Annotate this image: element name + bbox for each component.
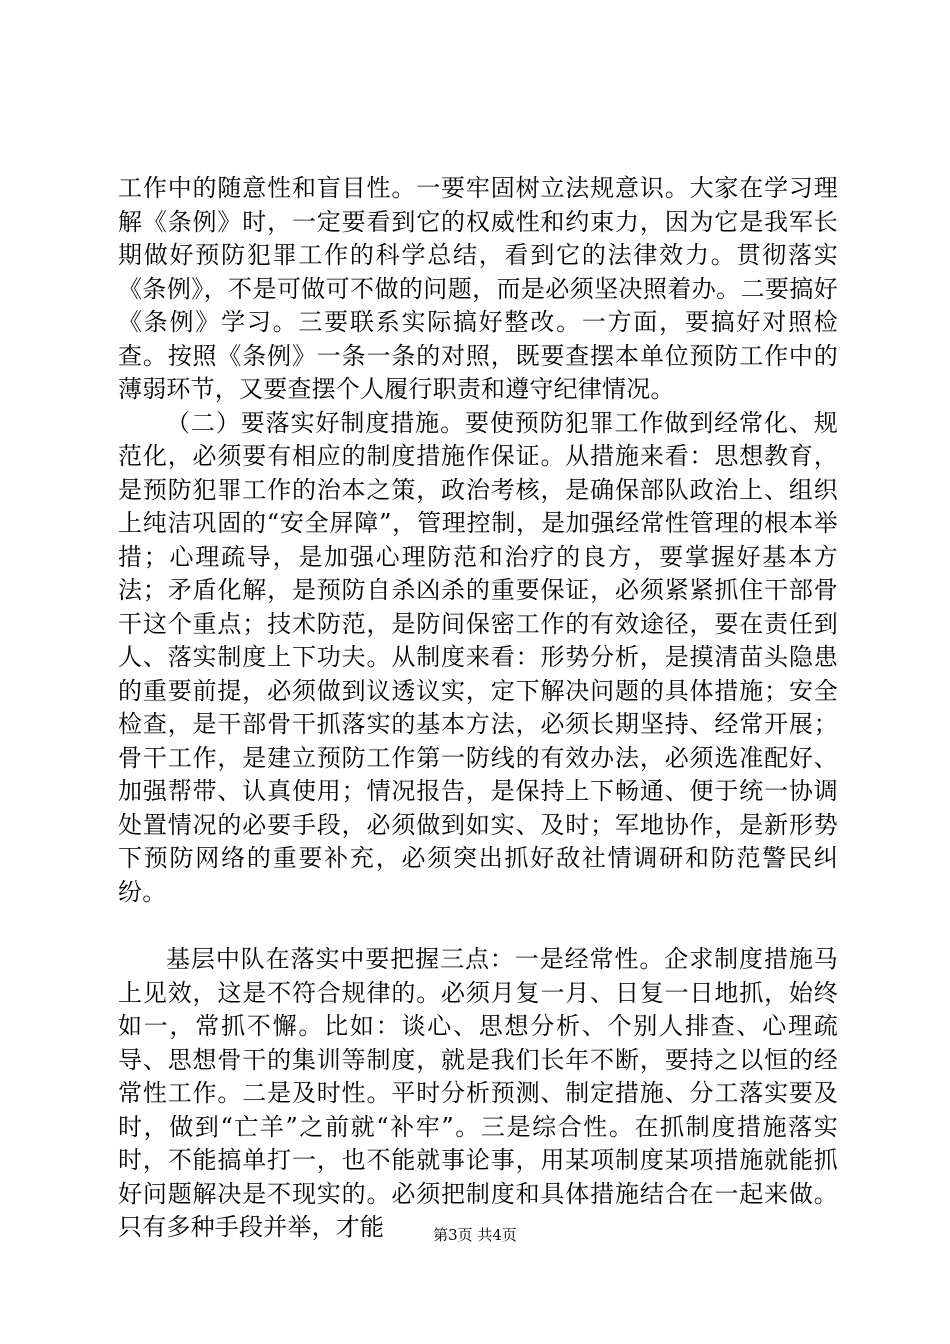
paragraph-continuation: 工作中的随意性和盲目性。一要牢固树立法规意识。大家在学习理解《条例》时，一定要看到它的权威性和约束力，因为它是我军长期做好预防犯罪工作的科学总结，看到它的法律效力。贯彻落实《条例》，不是可做可不做的问题，而是必须坚决照着办。二要搞好《条例》学习。三要联系实际搞好整改。一方面，要搞好对照检查。按照《条例》一条一条的对照，既要查摆本单位预防工作中的薄弱环节，又要查摆个人履行职责和遵守纪律情况。 (118, 174, 838, 403)
page-footer (0, 1225, 950, 1245)
page-number: 第3页 共4页 (433, 1226, 517, 1244)
document-body (118, 172, 838, 1245)
paragraph-section-two: （二）要落实好制度措施。要使预防犯罪工作做到经常化、规范化，必须要有相应的制度措施作保证。从措施来看：思想教育，是预防犯罪工作的治本之策，政治考核，是确保部队政治上、组织上纯洁巩固的“安全屏障”，管理控制，是加强经常性管理的根本举措；心理疏导，是加强心理防范和治疗的良方，要掌握好基本方法；矛盾化解，是预防自杀凶杀的重要保证，必须紧紧抓住干部骨干这个重点；技术防范，是防间保密工作的有效途径，要在责任到人、落实制度上下功夫。从制度来看：形势分析，是摸清苗头隐患的重要前提，必须做到议透议实，定下解决问题的具体措施；安全检查，是干部骨干抓落实的基本方法，必须长期坚持、经常开展；骨干工作，是建立预防工作第一防线的有效办法，必须选准配好、加强帮带、认真使用；情况报告，是保持上下畅通、便于统一协调处置情况的必要手段，必须做到如实、及时；军地协作，是新形势下预防网络的重要补充，必须突出抓好敌社情调研和防范警民纠纷。 (118, 408, 838, 906)
paragraph-grassroots: 基层中队在落实中要把握三点：一是经常性。企求制度措施马上见效，这是不符合规律的。必须月复一月、日复一日地抓，始终如一，常抓不懈。比如：谈心、思想分析、个别人排查、心理疏导、思想骨干的集训等制度，就是我们长年不断，要持之以恒的经常性工作。二是及时性。平时分析预测、制定措施、分工落实要及时，做到“亡羊”之前就“补牢”。三是综合性。在抓制度措施落实时，不能搞单打一，也不能就事论事，用某项制度某项措施就能抓好问题解决是不现实的。必须把制度和具体措施结合在一起来做。只有多种手段并举，才能 (118, 945, 838, 1241)
